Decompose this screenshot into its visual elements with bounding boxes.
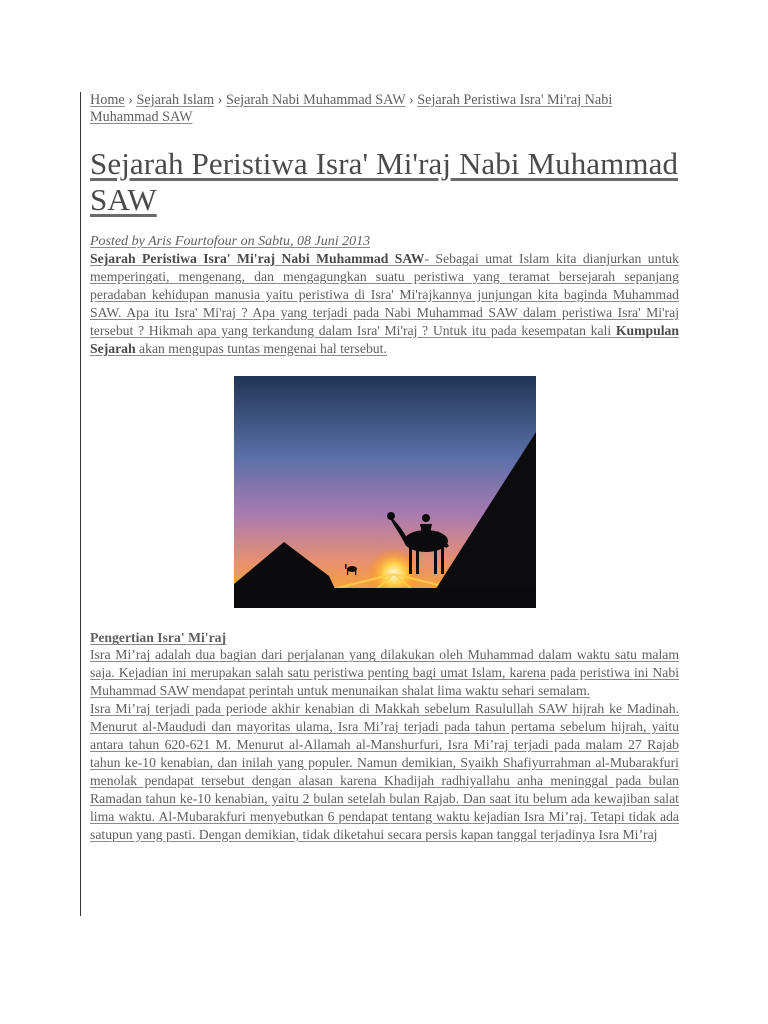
breadcrumb-sejarah-nabi-link[interactable]: Sejarah Nabi Muhammad SAW xyxy=(225,92,406,108)
camel-sunset-image xyxy=(234,376,536,608)
paragraph-1: Isra Mi’raj adalah dua bagian dari perjalanan yang dilakukan oleh Muhammad dalam waktu satu malam saja. Kejadian ini merupakan salah satu peristiwa penting bagi umat Islam, karena pada peristiwa ini Nabi Muhammad SAW mendapat perintah untuk menunaikan shalat lima waktu sehari semalam. xyxy=(90,647,679,699)
page-title[interactable] xyxy=(90,146,679,218)
intro-text: - Sebagai umat Islam kita dianjurkan untuk memperingati, mengenang, dan mengagungkan suatu peristiwa yang teramat bersejarah sepanjang peradaban kehidupan manusia yaitu peristiwa di Isra' Mi'rajkannya junjungan kita baginda Muhammad SAW. Apa itu Isra' Mi'raj ? Apa yang terjadi pada Nabi Muhammad SAW dalam peristiwa Isra' Mi'raj tersebut ? Hikmah apa yang terkandung dalam Isra' Mi'raj ? Untuk itu pada kesempatan kali xyxy=(90,251,679,338)
kumpulan-sejarah-link[interactable]: Kumpulan Sejarah xyxy=(90,322,679,356)
breadcrumb-separator: › xyxy=(217,92,223,108)
breadcrumb-separator: › xyxy=(128,92,133,108)
intro-bold-title: Sejarah Peristiwa Isra' Mi'raj Nabi Muhammad SAW xyxy=(90,251,425,266)
breadcrumb-sejarah-islam-link[interactable]: Sejarah Islam xyxy=(136,92,215,108)
section-heading-pengertian[interactable]: Pengertian Isra' Mi'raj xyxy=(90,630,227,646)
article-container xyxy=(90,92,679,843)
post-byline[interactable]: Posted by Aris Fourtofour on Sabtu, 08 Juni 2013 xyxy=(90,234,371,249)
intro-paragraph xyxy=(90,250,679,357)
breadcrumb-separator: › xyxy=(408,92,414,108)
paragraph-2: Isra Mi’raj terjadi pada periode akhir kenabian di Makkah sebelum Rasulullah SAW hijrah ke Madinah. Menurut al-Maududi dan mayoritas ulama, Isra Mi’raj terjadi pada tahun pertama sebelum hijrah, yaitu antara tahun 620-621 M. Menurut al-Allamah al-Manshurfuri, Isra Mi’raj terjadi pada malam 27 Rajab tahun ke-10 kenabian, dan inilah yang populer. Namun demikian, Syaikh Shafiyurrahman al-Mubarakfuri menolak pendapat tersebut dengan alasan karena Khadijah radhiyallahu anha meninggal pada bulan Ramadan tahun ke-10 kenabian, yaitu 2 bulan setelah bulan Rajab. Dan saat itu belum ada kewajiban salat lima waktu. Al-Mubarakfuri menyebutkan 6 pendapat tentang waktu kejadian Isra Mi’raj. Tetapi tidak ada satupun yang pasti. Dengan demikian, tidak diketahui secara persis kapan tanggal terjadinya Isra Mi’raj xyxy=(90,701,679,842)
breadcrumb xyxy=(90,92,679,126)
camel-sunset-illustration xyxy=(234,376,536,608)
breadcrumb-current-link[interactable]: Sejarah Peristiwa Isra' Mi'raj Nabi Muhammad SAW xyxy=(90,92,613,125)
page-title-link[interactable]: Sejarah Peristiwa Isra' Mi'raj Nabi Muhammad SAW xyxy=(90,146,679,217)
intro-text-end: akan mengupas tuntas mengenai hal tersebut. xyxy=(139,340,387,356)
breadcrumb-home-link[interactable]: Home xyxy=(90,92,125,108)
left-border-line xyxy=(80,92,81,916)
